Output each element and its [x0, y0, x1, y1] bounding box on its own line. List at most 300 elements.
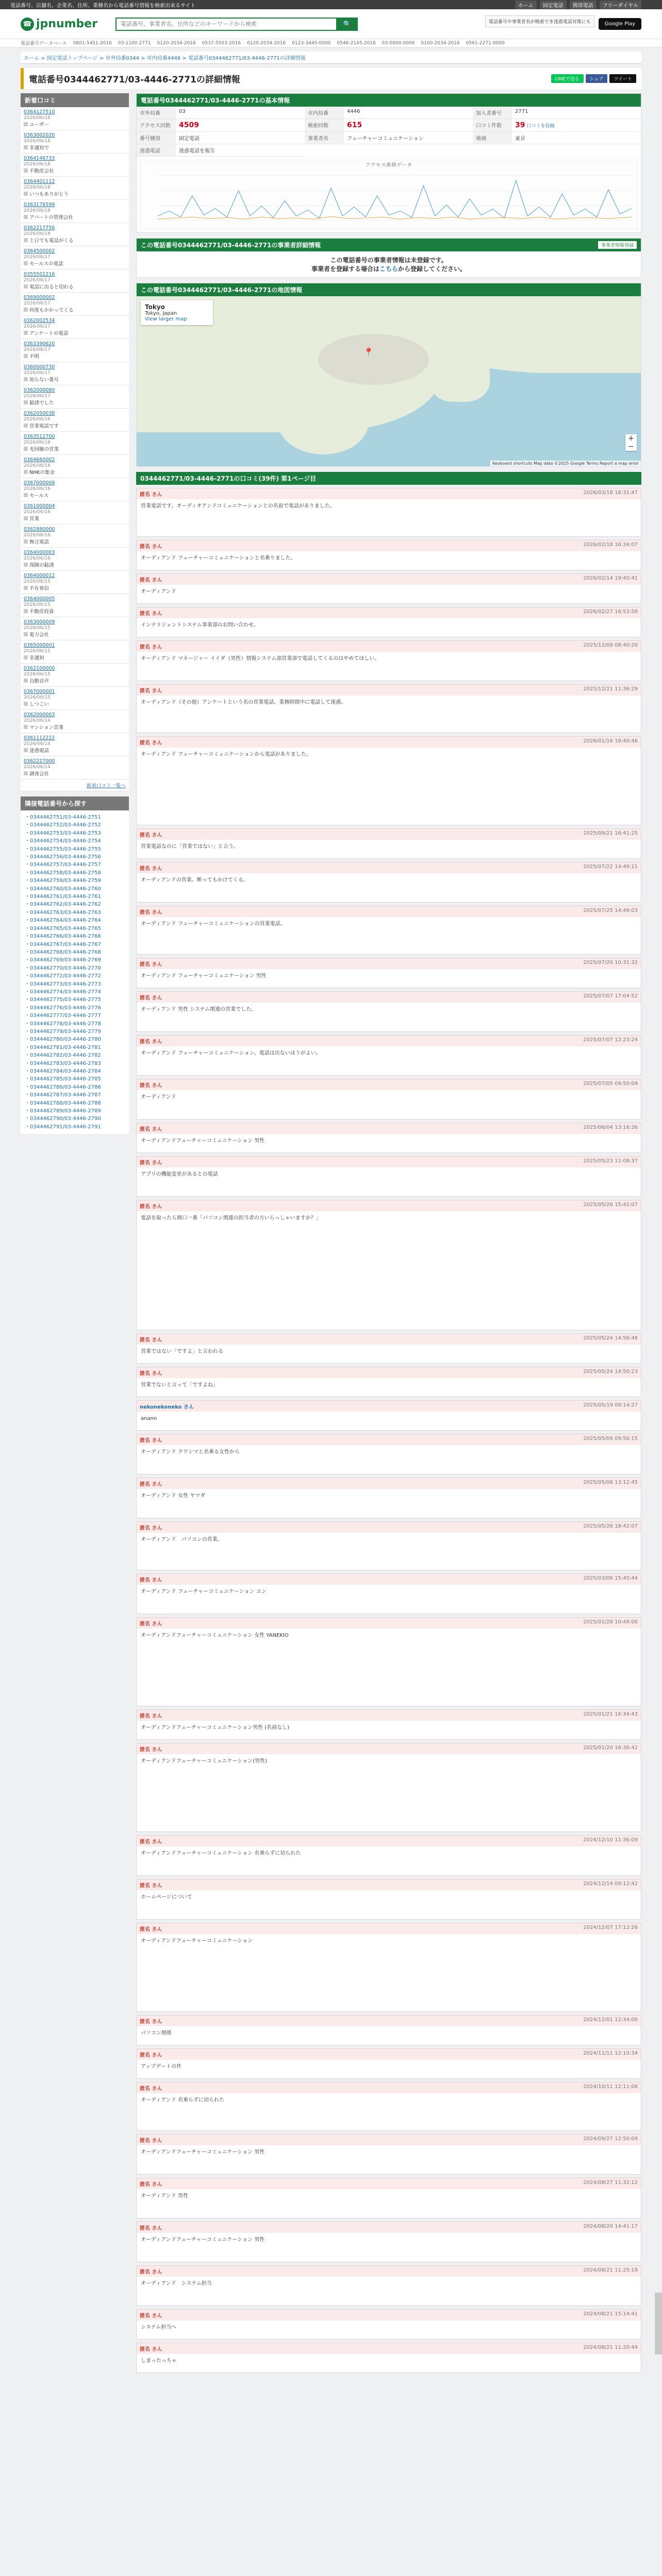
- review-item: [136, 1617, 641, 1706]
- info-value-text: フューチャーコミュニケーション: [347, 136, 424, 142]
- recent-review-number-link[interactable]: 0362217756: [24, 225, 55, 231]
- recent-review-item: [21, 455, 129, 478]
- info-value: [512, 132, 641, 144]
- reviewer-name: 匿名 さん: [140, 1883, 162, 1889]
- review-body: オーディアンド 男性: [141, 2193, 188, 2199]
- more-reviews-row: [21, 779, 129, 791]
- recent-review-date: 2026/06/17: [24, 301, 51, 306]
- top-link-freedial[interactable]: フリーダイヤル: [600, 1, 641, 9]
- recent-review-text: 不明: [29, 354, 40, 360]
- nearby-number-link[interactable]: ・ 0344462768/03-4446-2768: [25, 948, 125, 956]
- reviewer-name: 匿名 さん: [140, 962, 162, 968]
- reviewer-name: 匿名 さん: [140, 544, 162, 550]
- recent-review-date: 2026/06/16: [24, 533, 51, 538]
- person-icon: [24, 308, 28, 312]
- review-header: [137, 958, 641, 969]
- review-body: 電話を取ったら開口一番「パソコン関連の担当者の方いらっしゃいますか？」: [141, 1215, 321, 1221]
- search-form: [115, 18, 358, 31]
- site-logo[interactable]: [21, 18, 108, 31]
- side-feedback-tab[interactable]: [655, 2293, 662, 2354]
- person-icon: [24, 655, 28, 659]
- review-item: [136, 1521, 641, 1570]
- person-icon: [24, 470, 28, 474]
- reviews-list: [136, 488, 641, 2373]
- recent-reviews-heading: 新着口コミ: [21, 93, 129, 107]
- nearby-number-link[interactable]: ・ 0344462755/03-4446-2755: [25, 845, 125, 853]
- recent-review-text: 光回線の営業: [29, 447, 59, 452]
- nearby-number-link[interactable]: ・ 0344462774/03-4446-2774: [25, 988, 125, 996]
- recent-review-item: [21, 246, 129, 269]
- nearby-number-link[interactable]: ・ 0344462788/03-4446-2788: [25, 1099, 125, 1107]
- reviewer-name: 匿名 さん: [140, 2053, 162, 2058]
- recent-review-number-link[interactable]: 0362000080: [24, 387, 55, 393]
- review-body: しまったっちゃ: [141, 2358, 177, 2364]
- nav-number-link[interactable]: 0537-5503-2016: [202, 40, 241, 46]
- info-row: [473, 119, 641, 132]
- reviewer-name: 匿名 さん: [140, 2313, 162, 2319]
- nearby-number-link[interactable]: ・ 0344462754/03-4446-2754: [25, 837, 125, 845]
- review-item: [136, 684, 641, 733]
- zoom-out-icon[interactable]: −: [628, 443, 634, 451]
- recent-review-date: 2026/06/16: [24, 486, 51, 492]
- site-tagline: 電話番号、店舗名、企業名、住所、業種名から電話番号情報を検索出来るサイト: [10, 3, 196, 9]
- top-links: [515, 1, 641, 9]
- review-header: [137, 2082, 641, 2093]
- header: [0, 9, 662, 39]
- recent-review-item: [21, 687, 129, 710]
- person-icon: [24, 168, 28, 173]
- map-pin-icon[interactable]: 📍: [363, 347, 374, 357]
- recent-review-text: 無言電話: [29, 539, 49, 545]
- person-icon: [24, 771, 28, 775]
- top-link-mobile[interactable]: 携帯電話: [570, 1, 597, 9]
- recent-review-number-link[interactable]: 0364401112: [24, 179, 55, 184]
- page-container: [21, 47, 641, 2373]
- page-title: 電話番号0344462771/03-4446-2771の詳細情報: [29, 75, 240, 85]
- nearby-number-link[interactable]: ・ 0344462782/03-4446-2782: [25, 1052, 125, 1059]
- review-header: [137, 1478, 641, 1489]
- top-bar: [0, 0, 662, 9]
- review-header: [137, 829, 641, 840]
- nav-number-link[interactable]: 0801-5451-2016: [73, 40, 112, 46]
- review-header: [137, 685, 641, 696]
- reviewer-name: 匿名 さん: [140, 1482, 162, 1487]
- info-value: [176, 119, 305, 131]
- review-header: [137, 540, 641, 551]
- review-body: オーディアンドフューチャーコミュニケーション: [141, 1938, 253, 1944]
- nearby-number-link[interactable]: ・ 0344462777/03-4446-2777: [25, 1012, 125, 1020]
- nearby-number-link[interactable]: ・ 0344462773/03-4446-2773: [25, 980, 125, 988]
- nearby-number-link[interactable]: ・ 0344462751/03-4446-2751: [25, 814, 125, 821]
- review-body: オーディアンド: [141, 1094, 176, 1100]
- review-header: [137, 2134, 641, 2145]
- review-date: 2025/05/26 18:42:07: [583, 1523, 638, 1529]
- review-header: [137, 906, 641, 917]
- person-icon: [24, 725, 28, 729]
- review-body: オーディアンド 女性 ヤマダ: [141, 1493, 206, 1499]
- map-footer: Keyboard shortcuts Map data ©2025 Google Terms Report a map error: [490, 461, 641, 466]
- reviewer-name: 匿名 さん: [140, 2019, 162, 2025]
- nearby-number-link[interactable]: ・ 0344462762/03-4446-2762: [25, 901, 125, 908]
- recent-review-number-link[interactable]: 0364127510: [24, 109, 55, 115]
- review-item: [136, 607, 641, 637]
- review-item: [136, 2343, 641, 2373]
- recent-review-text: アンケートの電話: [29, 331, 69, 336]
- person-icon: [24, 493, 28, 497]
- reviewer-name: 匿名 さん: [140, 1927, 162, 1933]
- info-key: 迷惑電話: [137, 144, 176, 156]
- recent-review-date: 2026/06/17: [24, 394, 51, 399]
- review-header: [137, 1574, 641, 1585]
- recent-review-text: アパートの管理会社: [29, 215, 73, 221]
- map-land: [278, 390, 369, 454]
- info-row: [473, 132, 641, 144]
- info-value: [176, 107, 305, 118]
- review-item: [136, 640, 641, 681]
- recent-review-number-link[interactable]: 0364146733: [24, 156, 55, 161]
- reviewer-name: 匿名 さん: [140, 492, 162, 498]
- google-play-button[interactable]: Google Play: [599, 18, 641, 30]
- nav-number-link[interactable]: 03-0000-0000: [382, 40, 415, 46]
- reviewer-name: 匿名 さん: [140, 1578, 162, 1583]
- recent-review-number-link[interactable]: 0362000003: [24, 712, 55, 718]
- nav-number-link[interactable]: 03-1100-2771: [118, 40, 151, 46]
- review-item: [136, 488, 641, 537]
- nearby-number-link[interactable]: ・ 0344462784/03-4446-2784: [25, 1067, 125, 1075]
- review-item: [136, 1743, 641, 1832]
- quick-number-links: [0, 39, 662, 47]
- nearby-number-link[interactable]: ・ 0344462763/03-4446-2763: [25, 909, 125, 917]
- main-content: [136, 93, 641, 2373]
- search-button[interactable]: 🔍: [337, 18, 358, 31]
- recent-review-number-link[interactable]: 0362880000: [24, 527, 55, 532]
- nearby-number-link[interactable]: ・ 0344462760/03-4446-2760: [25, 885, 125, 893]
- recent-review-number-link[interactable]: 0355501216: [24, 272, 55, 277]
- register-business-button[interactable]: 事業者情報登録: [598, 241, 637, 249]
- review-date: 2024/08/21 11:20:44: [583, 2345, 638, 2350]
- reviewer-name: 匿名 さん: [140, 1747, 162, 1753]
- info-key: アクセス回数: [137, 119, 176, 131]
- nearby-number-link[interactable]: ・ 0344462758/03-4446-2758: [25, 869, 125, 877]
- review-date: 2024/11/11 12:10:34: [583, 2050, 638, 2056]
- recent-review-date: 2026/06/16: [24, 556, 51, 561]
- review-body: 営業電話なのに「営業ではない」と言う。: [141, 844, 239, 850]
- nearby-number-link[interactable]: ・ 0344462778/03-4446-2778: [25, 1020, 125, 1028]
- recent-review-number-link[interactable]: 0365000001: [24, 642, 55, 648]
- review-body: オーディアンドフューチャーコミュニケーション 名乗らずに切られた: [141, 1851, 301, 1856]
- header-ad: [485, 15, 641, 32]
- tweet-button[interactable]: ツイート: [609, 74, 636, 83]
- reviewer-name: 匿名 さん: [140, 1127, 162, 1132]
- recent-review-date: 2026/06/18: [24, 162, 51, 167]
- review-item: [136, 1400, 641, 1431]
- recent-review-number-link[interactable]: 0362227000: [24, 758, 55, 764]
- review-body: オーディアンド フューチャーコミュニケーションの営業電話。: [141, 921, 286, 927]
- review-date: 2025/05/19 09:14:27: [583, 1402, 638, 1408]
- reviewer-name: 匿名 さん: [140, 1714, 162, 1719]
- nav-number-link[interactable]: 0120-2034-2016: [157, 40, 196, 46]
- review-item: [136, 1333, 641, 1364]
- review-date: 2025/12/21 11:36:29: [583, 686, 638, 692]
- map-canvas[interactable]: [137, 296, 641, 466]
- recent-review-number-link[interactable]: 0362100000: [24, 666, 55, 671]
- recent-review-number-link[interactable]: 0363000009: [24, 619, 55, 625]
- nearby-number-link[interactable]: ・ 0344462765/03-4446-2765: [25, 925, 125, 933]
- nearby-number-link[interactable]: ・ 0344462752/03-4446-2752: [25, 821, 125, 829]
- review-date: 2024/12/14 09:12:42: [583, 1881, 638, 1887]
- recent-review-number-link[interactable]: 0363002020: [24, 132, 55, 138]
- recent-review-item: [21, 200, 129, 223]
- nearby-number-link[interactable]: ・ 0344462764/03-4446-2764: [25, 917, 125, 924]
- info-row: [137, 107, 305, 119]
- review-body: オーディアンド フューチャーコミュニケーション 男性: [141, 973, 267, 979]
- recent-review-item: [21, 409, 129, 432]
- recent-review-date: 2026/06/17: [24, 255, 51, 260]
- zoom-in-icon[interactable]: +: [628, 434, 634, 443]
- info-value: [512, 107, 641, 118]
- nav-number-link[interactable]: 0561-2271-0000: [466, 40, 505, 46]
- recent-review-text: 営業電話です: [29, 423, 59, 429]
- reviewer-name: 匿名 さん: [140, 611, 162, 617]
- reviewer-name: 匿名 さん: [140, 910, 162, 916]
- access-chart-svg: [140, 160, 637, 229]
- person-icon: [24, 377, 28, 381]
- nearby-number-link[interactable]: ・ 0344462770/03-4446-2770: [25, 964, 125, 972]
- review-body: オーディアンド 男性 システム関連の営業でした。: [141, 1007, 257, 1012]
- nearby-number-link[interactable]: ・ 0344462766/03-4446-2766: [25, 933, 125, 940]
- map-zoom-controls[interactable]: [625, 434, 637, 451]
- nearby-number-link[interactable]: ・ 0344462759/03-4446-2759: [25, 877, 125, 885]
- review-item: [136, 991, 641, 1032]
- header-ad-box[interactable]: 電話番号や事業者名が検索でき迷惑電話対策にも: [485, 15, 594, 27]
- view-larger-map-link[interactable]: View larger map: [145, 316, 187, 322]
- nearby-number-link[interactable]: ・ 0344462776/03-4446-2776: [25, 1004, 125, 1012]
- review-header: [137, 2049, 641, 2060]
- basic-info-table: [137, 107, 641, 157]
- review-body: オーディアンドフューチャーコミュニケーション男性 (名前なし): [141, 1725, 290, 1731]
- recent-review-number-link[interactable]: 0360000730: [24, 364, 55, 370]
- more-reviews-link[interactable]: 新着口コミ一覧へ: [86, 783, 126, 789]
- person-icon: [24, 400, 28, 404]
- recent-review-number-link[interactable]: 0362050038: [24, 411, 55, 416]
- review-header: [137, 1200, 641, 1211]
- nav-number-link[interactable]: 0123-3445-0000: [292, 40, 331, 46]
- review-date: 2025/03/06 15:45:44: [583, 1575, 638, 1581]
- review-body: オーディアンドフューチャーコミュニケーション 女性 YANEKIO: [141, 1633, 289, 1638]
- recent-review-number-link[interactable]: 0363512700: [24, 434, 55, 439]
- reviewer-name: 匿名 さん: [140, 645, 162, 650]
- nav-number-link[interactable]: 0100-2034-2016: [421, 40, 460, 46]
- recent-review-text: 保険の勧誘: [29, 563, 54, 568]
- review-body: オーディアンド フューチャーコミュニケーション ユン: [141, 1589, 267, 1595]
- line-share-button[interactable]: LINEで送る: [551, 74, 584, 83]
- info-value-text: 4509: [179, 121, 199, 129]
- recent-review-text: 何度もかかってくる: [29, 308, 74, 313]
- recent-review-text: いつもありがとう: [29, 192, 69, 197]
- facebook-share-button[interactable]: シェア: [586, 74, 608, 83]
- nearby-number-link[interactable]: ・ 0344462779/03-4446-2779: [25, 1028, 125, 1036]
- review-header: [137, 1879, 641, 1890]
- recent-review-number-link[interactable]: 0363176599: [24, 202, 55, 208]
- nearby-number-link[interactable]: ・ 0344462780/03-4446-2780: [25, 1036, 125, 1043]
- nearby-number-link[interactable]: ・ 0344462753/03-4446-2753: [25, 829, 125, 837]
- recent-review-date: 2026/06/17: [24, 347, 51, 352]
- recent-review-number-link[interactable]: 0363390620: [24, 341, 55, 347]
- review-date: 2026/02/27 16:53:56: [583, 609, 638, 615]
- info-key: 市外局番: [137, 107, 176, 118]
- review-item: [136, 1879, 641, 1920]
- recent-review-item: [21, 640, 129, 664]
- nearby-number-link[interactable]: ・ 0344462783/03-4446-2783: [25, 1060, 125, 1067]
- recent-review-item: [21, 293, 129, 316]
- nav-number-link[interactable]: 0120-2034-2016: [246, 40, 286, 46]
- recent-review-text: セールスの電話: [29, 261, 63, 267]
- top-link-home[interactable]: ホーム: [515, 1, 537, 9]
- review-header: [137, 488, 641, 499]
- map-place-sub: Tokyo, Japan: [145, 311, 177, 316]
- recent-review-number-link[interactable]: 0369000002: [24, 295, 55, 300]
- nearby-numbers-list: [21, 810, 129, 1134]
- recent-review-number-link[interactable]: 0367000009: [24, 480, 55, 486]
- recent-reviews-list: [21, 107, 129, 779]
- reviewer-name: 匿名 さん: [140, 2269, 162, 2275]
- business-notice-pre: 事業者を登録する場合は: [311, 265, 379, 273]
- review-item: [136, 1434, 641, 1475]
- review-item: [136, 2134, 641, 2175]
- review-item: [136, 906, 641, 955]
- info-row: [137, 132, 305, 144]
- review-item: [136, 1079, 641, 1120]
- review-header: [137, 1434, 641, 1445]
- reviewer-name: 匿名 さん: [140, 1526, 162, 1531]
- nearby-number-link[interactable]: ・ 0344462761/03-4446-2761: [25, 893, 125, 901]
- map-box: [136, 283, 641, 467]
- recent-review-text: 非通知: [29, 655, 44, 661]
- review-body: ホームページについて: [141, 1894, 192, 1900]
- map-place-name: Tokyo: [145, 303, 165, 311]
- recent-review-number-link[interactable]: 0364000003: [24, 550, 55, 555]
- recent-review-text: 迷惑電話: [29, 748, 49, 754]
- reviewer-name: 匿名 さん: [140, 1160, 162, 1166]
- review-header: [137, 607, 641, 618]
- review-date: 2025/05/09 09:56:15: [583, 1436, 638, 1442]
- review-header: [137, 1522, 641, 1533]
- nearby-number-link[interactable]: ・ 0344462781/03-4446-2781: [25, 1044, 125, 1052]
- reviewer-name: 匿名 さん: [140, 833, 162, 838]
- recent-review-item: [21, 756, 129, 779]
- recent-review-date: 2026/06/17: [24, 370, 51, 376]
- recent-review-item: [21, 130, 129, 154]
- review-header: [137, 2310, 641, 2320]
- review-body: オーディアンド フューチャーコミュニケーションから電話がありました。: [141, 752, 311, 757]
- review-header: [137, 1079, 641, 1090]
- review-item: [136, 1367, 641, 1397]
- review-header: [137, 1036, 641, 1046]
- recent-review-number-link[interactable]: 0367000001: [24, 689, 55, 694]
- top-link-landline[interactable]: 固定電話: [540, 1, 567, 9]
- nearby-number-link[interactable]: ・ 0344462789/03-4446-2789: [25, 1107, 125, 1115]
- nearby-number-link[interactable]: ・ 0344462775/03-4446-2775: [25, 996, 125, 1004]
- review-date: 2025/01/28 10:49:06: [583, 1619, 638, 1625]
- recent-review-date: 2026/06/18: [24, 115, 51, 121]
- nearby-numbers-heading: 隣接電話番号から探す: [21, 796, 129, 810]
- breadcrumb[interactable]: ホーム > 固定電話トップページ > 市外局番0344 > 市内局番4446 > 電話番号0344462771/03-4446-2771の詳細情報: [21, 52, 641, 64]
- recent-review-date: 2026/06/14: [24, 765, 51, 770]
- person-icon: [24, 145, 28, 149]
- person-icon: [24, 192, 28, 196]
- recent-review-date: 2026/06/16: [24, 510, 51, 515]
- info-row: [305, 107, 473, 119]
- nearby-number-link[interactable]: ・ 0344462786/03-4446-2786: [25, 1083, 125, 1091]
- info-value: [344, 119, 473, 131]
- recent-review-text: 自動音声: [29, 679, 49, 684]
- review-date: 2026/02/14 19:40:41: [583, 575, 638, 581]
- business-register-link[interactable]: こちら: [379, 265, 398, 273]
- recent-review-text: 電力会社: [29, 632, 49, 638]
- info-row: [137, 119, 305, 132]
- review-body: オーディアンド: [141, 589, 176, 595]
- person-icon: [24, 122, 28, 126]
- recent-review-number-link[interactable]: 0361112222: [24, 735, 55, 741]
- recent-review-text: 調査会社: [29, 771, 49, 777]
- info-value-text: 615: [347, 121, 362, 129]
- review-date: 2026/03/18 16:31:47: [583, 490, 638, 496]
- review-date: 2025/05/24 14:56:48: [583, 1335, 638, 1341]
- nearby-number-link[interactable]: ・ 0344462767/03-4446-2767: [25, 941, 125, 948]
- recent-review-item: [21, 223, 129, 246]
- basic-info-heading: [137, 94, 641, 107]
- nearby-number-link[interactable]: ・ 0344462787/03-4446-2787: [25, 1091, 125, 1099]
- recent-review-number-link[interactable]: 0364500002: [24, 248, 55, 254]
- recent-review-text: 営業: [29, 516, 40, 522]
- reviewer-name: 匿名 さん: [140, 1337, 162, 1343]
- nearby-number-link[interactable]: ・ 0344462757/03-4446-2757: [25, 861, 125, 869]
- nav-number-link[interactable]: 0546-2145-2016: [337, 40, 376, 46]
- nearby-number-link[interactable]: ・ 0344462790/03-4446-2790: [25, 1115, 125, 1123]
- recent-review-item: [21, 710, 129, 733]
- review-item: [136, 958, 641, 988]
- review-body: アップデートの件: [141, 2064, 182, 2070]
- reviewer-name: 匿名 さん: [140, 1371, 162, 1377]
- review-date: 2025/05/26 15:42:07: [583, 1202, 638, 1208]
- info-key: 番号種別: [137, 132, 176, 144]
- nearby-number-link[interactable]: ・ 0344462769/03-4446-2769: [25, 956, 125, 964]
- search-input[interactable]: [115, 18, 337, 31]
- review-body: オーディアンド フューチャーコミュニケーション。電話は出ないほうがよい。: [141, 1050, 321, 1056]
- review-body: システム担当へ: [141, 2325, 176, 2330]
- nearby-number-link[interactable]: ・ 0344462785/03-4446-2785: [25, 1075, 125, 1083]
- review-body: オーディアンド フューチャーコミュニケーションと名乗りました。: [141, 555, 296, 561]
- nearby-number-link[interactable]: ・ 0344462772/03-4446-2772: [25, 972, 125, 980]
- nearby-number-link[interactable]: ・ 0344462756/03-4446-2756: [25, 853, 125, 861]
- review-item: [136, 2015, 641, 2045]
- recent-review-number-link[interactable]: 0364660002: [24, 457, 55, 463]
- recent-review-number-link[interactable]: 0364000005: [24, 596, 55, 602]
- recent-review-number-link[interactable]: 0362002534: [24, 318, 55, 324]
- recent-review-number-link[interactable]: 0364000012: [24, 573, 55, 579]
- post-review-link[interactable]: 口コミを投稿: [526, 124, 555, 129]
- access-line-1: [158, 180, 632, 218]
- recent-review-number-link[interactable]: 0361000004: [24, 503, 55, 509]
- recent-review-text: NHKの集金: [29, 470, 55, 476]
- review-header: [137, 574, 641, 585]
- info-value[interactable]: [176, 144, 305, 156]
- nearby-number-link[interactable]: ・ 0344462791/03-4446-2791: [25, 1123, 125, 1131]
- review-date: 2026/02/18 16:34:07: [583, 542, 638, 548]
- review-header: [137, 1401, 641, 1412]
- info-row: [473, 107, 641, 119]
- map-heading: [137, 283, 641, 296]
